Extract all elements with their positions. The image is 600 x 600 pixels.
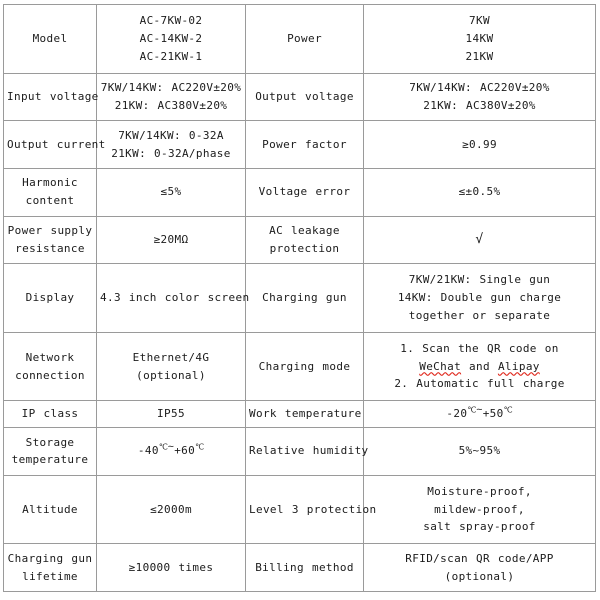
table-row [4,216,596,264]
spec-value-right-text: 7KW/14KW: AC220V±20% 21KW: AC380V±20% [409,81,550,112]
spec-label-left-text: Model [32,31,68,45]
spec-label-right [246,428,369,476]
spec-value-right-text: ≤±0.5% [458,185,501,199]
spec-label-left [4,264,97,333]
spec-label-right-text: Billing method [255,560,354,574]
spec-value-right-text: ≥0.99 [462,137,497,151]
spec-label-left-text: Network connection [15,350,85,382]
spec-value-left-text: IP55 [157,407,185,421]
spec-value-left [97,168,246,216]
spec-label-right-text: Charging mode [258,359,351,373]
spec-value-right [364,73,596,121]
spec-value-right-text: 7KW 14KW 21KW [465,14,494,63]
spec-label-left-text: Storage temperature [11,435,89,467]
spec-label-left-text: Input voltage [7,89,99,103]
table-row [4,428,596,476]
table-row [4,264,596,333]
spec-value-left [97,332,246,401]
text-fragment: and [461,359,498,373]
spec-label-right-text: Charging gun [262,291,347,305]
spec-value-right-text: 5%~95% [458,444,501,458]
spec-value-right [364,332,596,401]
spec-label-left-text: Charging gun lifetime [7,551,93,583]
spec-value-right [364,401,596,428]
table-row [4,73,596,121]
spec-value-right [364,428,596,476]
table-row [4,475,596,544]
spec-label-left-text: IP class [21,407,79,421]
spec-label-left [4,73,97,121]
spec-label-right [246,401,364,428]
spec-value-right-text: √ [475,232,484,248]
spec-label-left [4,475,97,544]
spec-label-left [4,121,106,169]
spellcheck-underlined-word: WeChat [419,359,462,373]
spec-value-left [97,73,246,121]
spec-value-right [364,544,596,592]
spec-label-right-text: Work temperature [249,407,362,421]
table-row [4,5,596,74]
text-fragment: 2. Automatic full charge [394,377,565,391]
table-row [4,332,596,401]
spec-label-left-text: Display [25,291,75,305]
spellcheck-underlined-word: Alipay [497,359,540,373]
spec-label-left [4,168,97,216]
spec-value-right-text: Moisture-proof, mildew-proof, salt spray-proof [423,484,536,534]
spec-value-left-text: Ethernet/4G (optional) [132,350,210,382]
spec-label-left [4,216,97,264]
spec-label-right-text: AC leakage protection [269,224,340,255]
spec-label-right [246,475,377,544]
spec-value-left [97,121,246,169]
specification-table [3,4,596,592]
spec-value-right [364,168,596,216]
spec-label-right [246,121,364,169]
spec-label-right [246,332,364,401]
spec-label-left-text: Harmonic content [22,176,78,208]
spec-label-right-text: Power factor [262,137,347,151]
spec-value-right [364,475,596,544]
table-row [4,121,596,169]
spec-value-left-text: ≥10000 times [128,560,214,574]
spec-value-right-text: RFID/scan QR code/APP (optional) [405,551,554,583]
spec-label-right-text: Level 3 protection [249,502,377,516]
spec-value-left-text: 4.3 inch color screen [100,291,250,305]
spec-value-left-text: 7KW/14KW: AC220V±20% 21KW: AC380V±20% [100,81,242,112]
spec-value-left [97,428,246,476]
spec-label-left [4,332,97,401]
spec-label-left-text: Power supply resistance [7,224,93,255]
spec-value-left [97,5,246,74]
spec-label-left-text: Altitude [22,502,78,516]
spec-value-left [97,216,246,264]
spec-label-right [246,264,364,333]
spec-label-right-text: Relative humidity [249,444,369,458]
spec-value-left-text: ≥20MΩ [153,232,189,246]
spec-label-right [246,73,364,121]
spec-label-right-text: Voltage error [258,185,351,199]
table-row [4,544,596,592]
table-row [4,401,596,428]
spec-label-right [246,544,364,592]
spec-value-left [97,401,246,428]
spec-label-left [4,5,97,74]
spec-value-right [364,264,596,333]
spec-value-left-text: ≤5% [160,185,182,199]
spec-value-right-text [367,340,592,393]
spec-label-left [4,544,97,592]
spec-value-left-text: ≤2000m [150,502,192,516]
spec-value-right-text: -20℃~+50℃ [446,404,513,421]
spec-label-right [246,168,364,216]
spec-label-left [4,401,97,428]
spec-value-left [97,544,246,592]
spec-value-right [364,121,596,169]
spec-value-left [97,264,250,333]
spec-value-right [364,5,596,74]
spec-value-right [364,216,596,264]
specification-table-body [4,5,596,592]
spec-value-left-text: 7KW/14KW: 0-32A 21KW: 0-32A/phase [111,128,231,160]
table-row [4,168,596,216]
spec-label-right-text: Output voltage [255,89,354,103]
spec-label-right-text: Power [287,31,322,45]
specification-sheet [3,4,595,592]
spec-label-left-text: Output current [7,137,106,151]
spec-label-right [246,216,364,264]
spec-label-left [4,428,97,476]
spec-value-left-text: AC-7KW-02 AC-14KW-2 AC-21KW-1 [139,14,203,63]
text-fragment: 1. Scan the QR code on [400,341,559,355]
spec-label-right [246,5,364,74]
spec-value-left [97,475,246,544]
spec-value-left-text: -40℃~+60℃ [137,441,205,458]
spec-value-right-text: 7KW/21KW: Single gun 14KW: Double gun charge together or separate [397,273,562,322]
